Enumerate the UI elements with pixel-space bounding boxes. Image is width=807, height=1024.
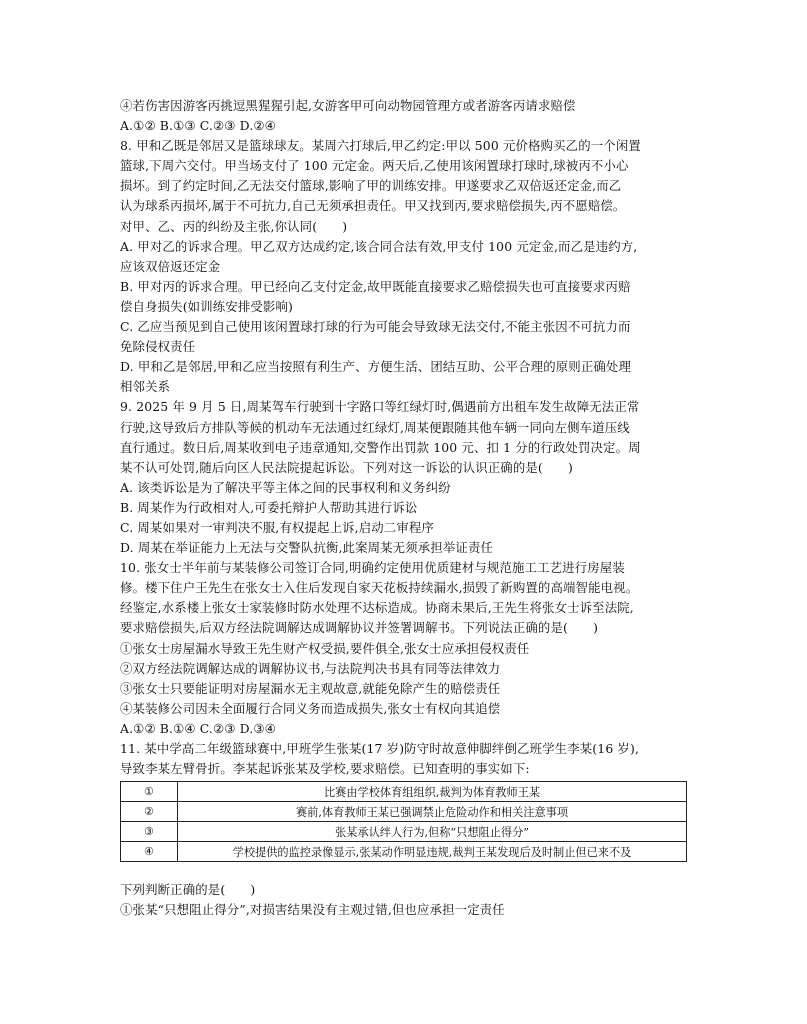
text-line: 篮球,下周六交付。甲当场支付了 100 元定金。两天后,乙使用该闲置球打球时,球被丙不小心 bbox=[120, 158, 629, 174]
text-line: 对甲、乙、丙的纠纷及主张,你认同( ) bbox=[120, 218, 348, 234]
text-line: 认为球系丙损坏,属于不可抗力,自己无须承担责任。甲又找到丙,要求赔偿损失,丙不愿赔偿。 bbox=[120, 198, 626, 214]
text-line: A.①② B.①④ C.②③ D.③④ bbox=[120, 720, 276, 736]
text-line: ①张某“只想阻止得分”,对损害结果没有主观过错,但也应承担一定责任 bbox=[120, 902, 505, 918]
facts-table bbox=[120, 781, 687, 862]
text-line: 直行通过。数日后,周某收到电子违章通知,交警作出罚款 100 元、扣 1 分的行政处罚决定。周 bbox=[120, 439, 641, 455]
text-line: 10. 张女士半年前与某装修公司签订合同,明确约定使用优质建材与规范施工工艺进行房屋装 bbox=[120, 560, 625, 576]
text-line: 偿自身损失(如训练安排受影响) bbox=[120, 298, 293, 314]
table-row bbox=[121, 822, 687, 842]
fact-text: 赛前,体育教师王某已强调禁止危险动作和相关注意事项 bbox=[178, 802, 687, 822]
text-line: 某不认可处罚,随后向区人民法院提起诉讼。下列对这一诉讼的认识正确的是( ) bbox=[120, 459, 573, 475]
text-line: 行驶,这导致后方排队等候的机动车无法通过红绿灯,周某便跟随其他车辆一同向左侧车道压线 bbox=[120, 419, 630, 435]
text-line: 下列判断正确的是( ) bbox=[120, 882, 256, 898]
fact-number: ② bbox=[121, 802, 178, 822]
text-line: A. 该类诉讼是为了解决平等主体之间的民事权利和义务纠纷 bbox=[120, 479, 451, 495]
table-row bbox=[121, 782, 687, 802]
text-line: C. 乙应当预见到自己使用该闲置球打球的行为可能会导致球无法交付,不能主张因不可抗力而 bbox=[120, 319, 631, 335]
text-line: 要求赔偿损失,后双方经法院调解达成调解协议并签署调解书。下列说法正确的是( ) bbox=[120, 620, 599, 636]
text-line: 损坏。到了约定时间,乙无法交付篮球,影响了甲的训练安排。甲遂要求乙双倍返还定金,而乙 bbox=[120, 178, 622, 194]
text-line: D. 甲和乙是邻居,甲和乙应当按照有利生产、方便生活、团结互助、公平合理的原则正确处理 bbox=[120, 359, 631, 375]
question-text-bottom bbox=[120, 880, 690, 920]
table-row bbox=[121, 802, 687, 822]
fact-text: 学校提供的监控录像显示,张某动作明显违规,裁判王某发现后及时制止但已来不及 bbox=[178, 842, 687, 862]
text-line: ②双方经法院调解达成的调解协议书,与法院判决书具有同等法律效力 bbox=[120, 660, 501, 676]
text-line: ③张女士只要能证明对房屋漏水无主观故意,就能免除产生的赔偿责任 bbox=[120, 680, 501, 696]
fact-number: ① bbox=[121, 782, 178, 802]
text-line: A. 甲对乙的诉求合理。甲乙双方达成约定,该合同合法有效,甲支付 100 元定金,而乙是违约方, bbox=[120, 238, 638, 254]
exam-page bbox=[120, 96, 690, 920]
fact-number: ④ bbox=[121, 842, 178, 862]
text-line: 9. 2025 年 9 月 5 日,周某驾车行驶到十字路口等红绿灯时,偶遇前方出租车发生故障无法正常 bbox=[120, 399, 640, 415]
text-line: D. 周某在举证能力上无法与交警队抗衡,此案周某无须承担举证责任 bbox=[120, 540, 494, 556]
table-row bbox=[121, 842, 687, 862]
text-line: 修。楼下住户王先生在张女士入住后发现自家天花板持续漏水,损毁了新购置的高端智能电视。 bbox=[120, 580, 639, 596]
text-line: C. 周某如果对一审判决不服,有权提起上诉,启动二审程序 bbox=[120, 519, 434, 535]
text-line: 免除侵权责任 bbox=[120, 339, 196, 355]
question-text-top bbox=[120, 96, 690, 779]
text-line: ④若伤害因游客丙挑逗黑猩猩引起,女游客甲可向动物园管理方或者游客丙请求赔偿 bbox=[120, 98, 576, 113]
text-line: B. 甲对丙的诉求合理。甲已经向乙支付定金,故甲既能直接要求乙赔偿损失也可直接要求丙赔 bbox=[120, 278, 631, 294]
text-line: B. 周某作为行政相对人,可委托辩护人帮助其进行诉讼 bbox=[120, 499, 418, 515]
text-line: 导致李某左臂骨折。李某起诉张某及学校,要求赔偿。已知查明的事实如下: bbox=[120, 761, 530, 777]
text-line: ①张女士房屋漏水导致王先生财产权受损,要件俱全,张女士应承担侵权责任 bbox=[120, 640, 530, 656]
text-line: A.①② B.①③ C.②③ D.②④ bbox=[120, 118, 276, 134]
fact-text: 张某承认绊人行为,但称“只想阻止得分” bbox=[178, 822, 687, 842]
text-line: ④某装修公司因未全面履行合同义务而造成损失,张女士有权向其追偿 bbox=[120, 700, 501, 716]
fact-text: 比赛由学校体育组组织,裁判为体育教师王某 bbox=[178, 782, 687, 802]
text-line: 经鉴定,水系楼上张女士家装修时防水处理不达标造成。协商未果后,王先生将张女士诉至法院, bbox=[120, 600, 634, 616]
text-line: 应该双倍返还定金 bbox=[120, 258, 221, 274]
text-line: 11. 某中学高二年级篮球赛中,甲班学生张某(17 岁)防守时故意伸脚绊倒乙班学生李某(16 岁), bbox=[120, 741, 640, 756]
fact-number: ③ bbox=[121, 822, 178, 842]
text-line: 8. 甲和乙既是邻居又是篮球球友。某周六打球后,甲乙约定:甲以 500 元价格购买乙的一个闲置 bbox=[120, 138, 641, 154]
text-line: 相邻关系 bbox=[120, 379, 171, 395]
